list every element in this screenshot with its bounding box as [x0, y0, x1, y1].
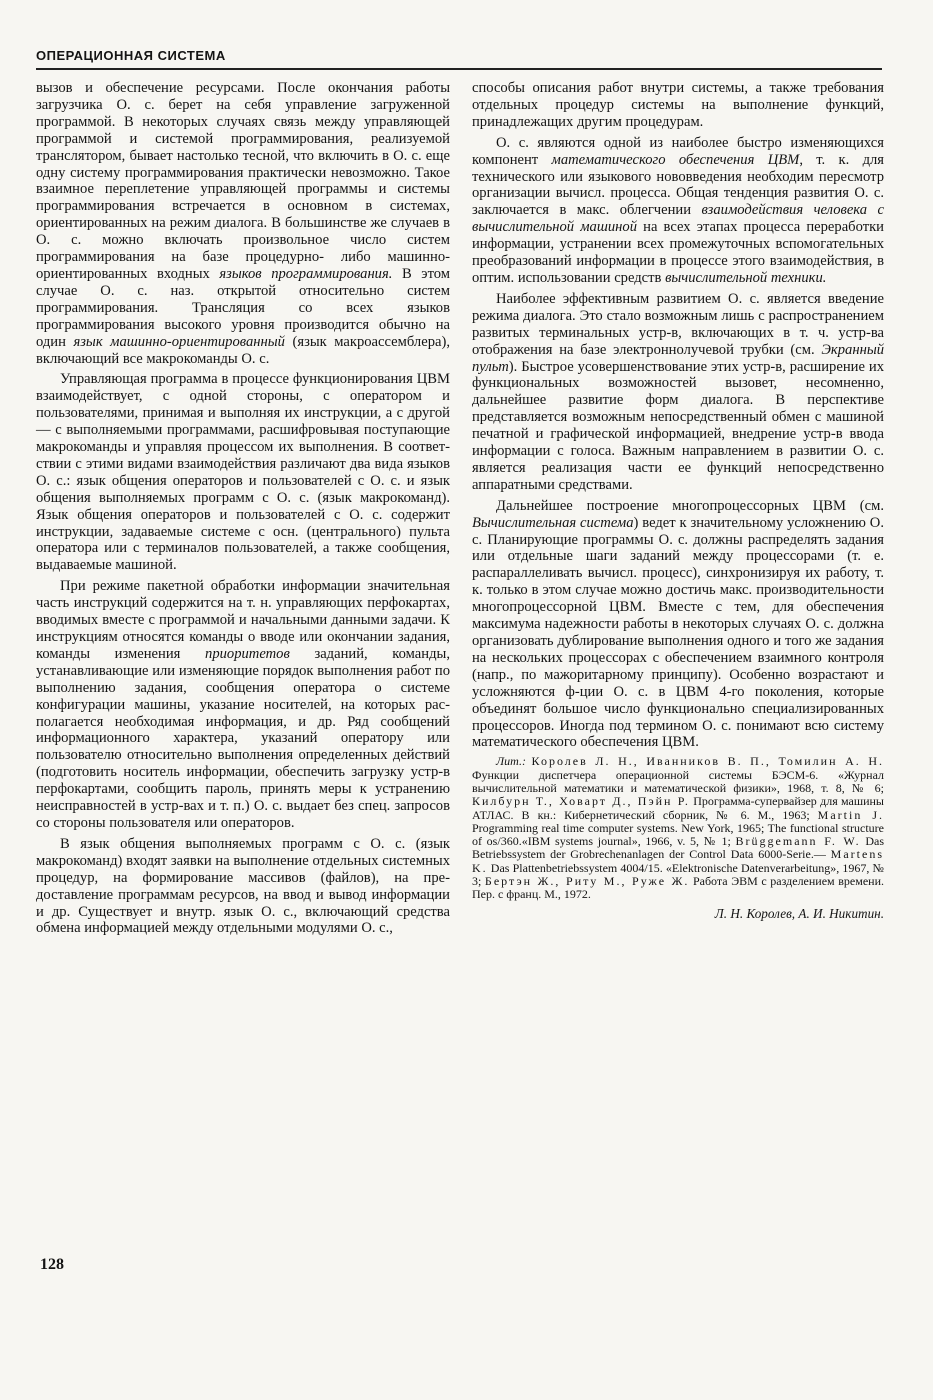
literature-label: Лит.:: [496, 754, 526, 769]
paragraph: О. с. являются одной из наиболее быстро изменяющихся компонент математического обеспечения ЦВМ, т. к. для технического или языкового нововведения необходим пересмотр организации вычисл. процесса. Общая тенденция развития О. с. заключается в макс. облегчении взаимодействия человека с вычислительной машиной на всех этапах процесса переработки информации, устранении всех промежуточных вспомогательных преобразований информации в процессе этого взаимодействия, в оптим. использовании средств вычислительной техники.: [472, 134, 885, 286]
author-signature: Л. Н. Королев, А. И. Никитин.: [714, 905, 884, 921]
paragraph: При режиме пакетной обработки информации значительная часть инструкций содержится на т. н. управляющих перфокартах, вводимых вместе с программой и начальными данными задачи. К инструкциям относятся команды о вводе или окончании задания, команды изменения приоритетов заданий, команды, устанавливающие или изменяющие порядок выполнения работ по выполнению задания, сообщения оператора о системе конфигурации машины, указание носителей, на которых располагается необходимая информация, и др. Ряд сообщений информационного характера, указаний оператору или пользователю относительно выполнения определенных действий (подготовить носитель информации, обеспечить загрузку устр-в перфокартами, сообщить пароль, принять меры к устранению неисправностей в устр-вах и т. п.) О. с. выдает без спец. запросов со стороны пользователя или операторов.: [36, 578, 450, 831]
paragraph: Наиболее эффективным развитием О. с. является введение режима диалога. Это стало возможным лишь с распространением развитых терминальных устр-в, включающих в т. ч. устр-ва отображения на базе электроннолучевой трубки (см. Экранный пульт). Быстрое усовершенствование этих устр-в, расширение их функциональных возможностей вызовет, несомненно, дальнейшее развитие форм диалога. В перспективе представляется возможным непосредственный обмен с машиной печатной и графической информацией, внедрение устр-в ввода информации с голоса. Важным направлением в развитии О. с. является реализация части ее функций непосредственно аппаратными средствами.: [472, 290, 884, 493]
paragraph: способы описания работ внутри системы, а также требования отдельных процедур системы на выполнение функций, принадлежащих другим процедурам.: [472, 80, 884, 130]
term-link: Экранный пульт: [472, 341, 884, 375]
term-link: языков программирования.: [219, 265, 393, 282]
literature-authors: Brüggemann F. W.: [735, 834, 861, 849]
term-link: приоритетов: [205, 645, 290, 662]
literature-authors: Бертэн Ж., Риту М., Руже Ж.: [484, 874, 690, 889]
literature-authors: Martin J.: [817, 807, 884, 822]
term-link: Вычислительная система: [472, 514, 634, 531]
paragraph: Дальнейшее построение многопроцессорных ЦВМ (см. Вычислительная система) ведет к значительному усложнению О. с. Планирующие программы О. с. должны распределять задания или отдельные шаги заданий между процессорами (т. е. распараллеливать вычисл. процесс), синхронизируя их работу, т. к. только в этом случае можно достичь макс. производительности многопроцессорной ЦВМ. Вместе с тем, для обеспечения максимума надежности работы в некоторых случаях О. с. должна организовать дублирование выполнения одного и того же задания на нескольких процессорах с обеспечением взаимного контроля (напр., по мажоритарному принципу). Особенно возрастают и усложняются ф-ции О. с. в ЦВМ 4-го поколения, которые объединят большое число функционально специализированных процессоров. Иногда под термином О. с. понимают всю систему математического обеспечения ЦВМ.: [472, 497, 884, 751]
paragraph: Управляющая программа в процессе функционирования ЦВМ взаимодействует, с одной стороны, с оператором и пользователями, принимая и выполняя их инструкции, а с другой — с выполняемыми программами, расшифровывая поступающие макрокоманды и управляя процессом их выполнения. В соответствии с этими видами взаимодействия различают два вида языков О. с.: язык общения операторов и пользователей с О. с. и язык общения выполняемых программ с О. с. (язык макрокоманд). Язык общения операторов и пользователей с О. с. содержит инструкции, задаваемые системе с осн. (центрального) пульта оператора или с терминалов пользователей, а также сообщения, выдаваемые машиной.: [36, 371, 450, 574]
page-number: 128: [40, 1256, 64, 1273]
paragraph: вызов и обеспечение ресурсами. После окончания работы загрузчика О. с. берет на себя управление загруженной программой. В некоторых случаях связь между управляющей программой и системой программирования, реализуемой транслятором, бывает настолько тесной, что включить в О. с. еще одну систему программирования практически невозможно. Такое взаимное переплетение управляющей программы и системы программирования встречается в основном в системах, ориентированных на режим диалога. В большинстве же случаев в О. с. можно включать произвольное число систем программирования на базе процедурно- либо машинно-ориентированных входных языков программирования. В этом случае О. с. наз. открытой относительно систем программирования. Трансляция со всех языков программирования высокого уровня производится обычно на один язык машинно-ориентированный (язык макроассемблера), включающий все макрокоманды О. с.: [36, 80, 451, 367]
literature-list: Лит.: Королев Л. Н., Иванников В. П., Томилин А. Н. Функции диспетчера операционной системы БЭСМ-6. «Журнал вычислительной математики и математической физики», 1968, т. 8, № 6; Килбурн Т., Ховарт Д., Пэйн Р. Программа-супервайзер для машины АТЛАС. В кн.: Кибернетический сборник, № 6. М., 1963; Martin J. Programming real time computer systems. New York, 1965; The functional structure of os/360.«IBM systems journal», 1966, v. 5, № 1; Brüggemann F. W. Das Betriebssystem der Grobrechenanlagen der Control Data 6000-Serie.— Martens K. Das Plattenbetriebssystem 4004/15. «Elektronische Datenverarbeitung», 1967, № 3; Бертэн Ж., Риту М., Руже Ж. Работа ЭВМ с разделением времени. Пер. с франц. М., 1972.: [472, 754, 885, 902]
literature-authors: Martens K.: [472, 847, 884, 875]
header-rule: [36, 68, 882, 70]
term-link: математического обеспечения ЦВМ: [551, 151, 800, 168]
right-column: [472, 80, 884, 923]
term-link: язык машинно-ориентированный: [73, 333, 285, 350]
term-link: вычислительной техники.: [665, 269, 827, 286]
literature-authors: Королев Л. Н., Иванников В. П., Томилин А. Н.: [531, 754, 885, 769]
left-column: [36, 80, 450, 937]
running-header: ОПЕРАЦИОННАЯ СИСТЕМА: [36, 48, 226, 63]
paragraph: В язык общения выполняемых программ с О. с. (язык макрокоманд) входят заявки на выполнение отдельных системных процедур, на формирование массивов (файлов), на предоставление программам ресурсов, на ввод и вывод информации и др. Существует и внутр. язык О. с., включающий средства обмена информацией между отдельными модулями О. с.,: [36, 835, 450, 937]
term-link: взаимодействия человека с вычислительной машиной: [472, 202, 884, 236]
literature-authors: Килбурн Т., Ховарт Д., Пэйн Р.: [472, 794, 690, 809]
